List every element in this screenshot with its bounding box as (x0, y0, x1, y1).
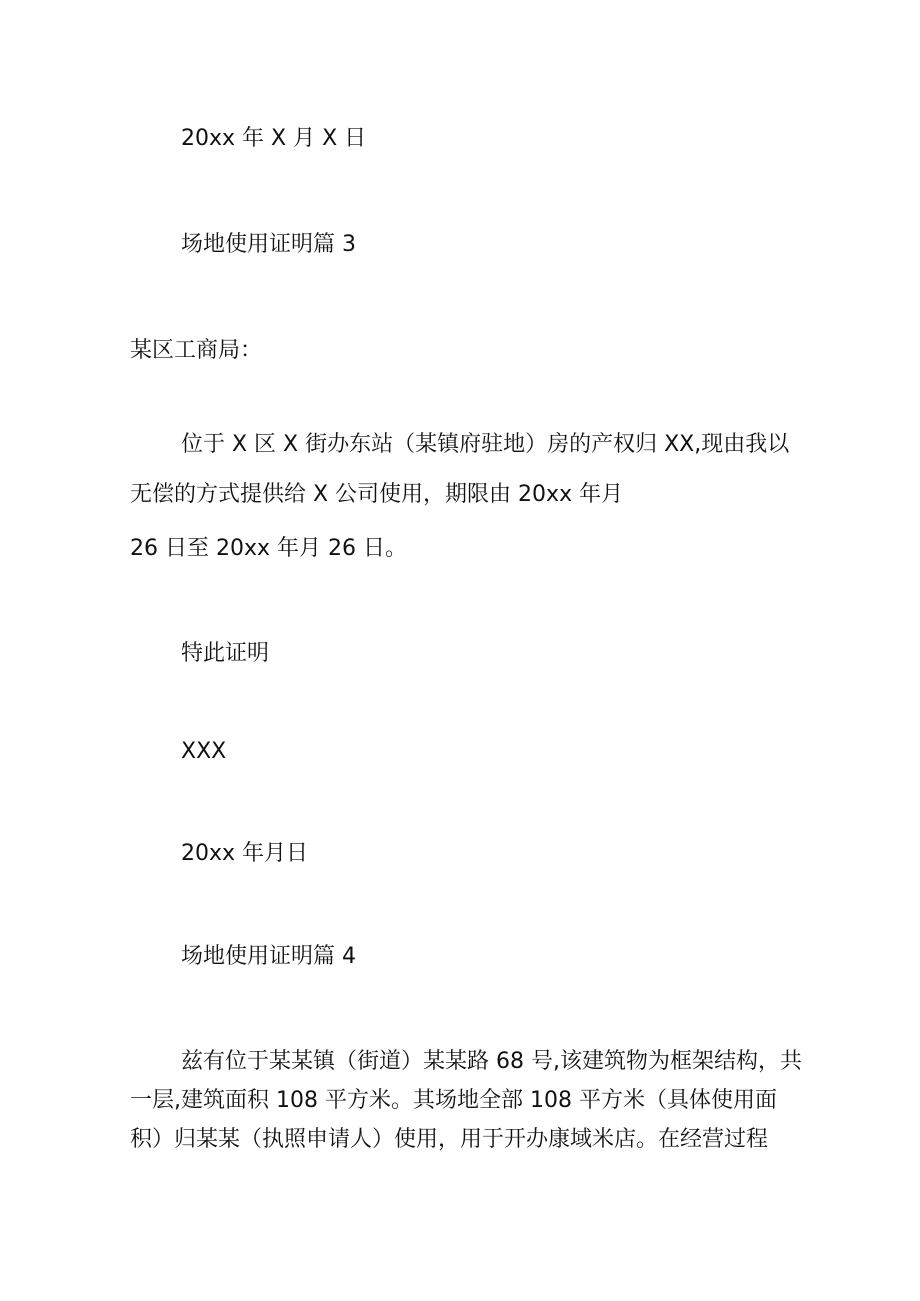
section-heading-3: 场地使用证明篇 3 (181, 232, 356, 257)
paragraph-line-3: 26 日至 20xx 年月 26 日。 (130, 536, 407, 561)
paragraph-line-1: 位于 X 区 X 街办东站（某镇府驻地）房的产权归 XX,现由我以 (181, 432, 790, 457)
paragraph-line-5: 一层,建筑面积 108 平方米。其场地全部 108 平方米（具体使用面 (130, 1088, 777, 1113)
paragraph-line-6: 积）归某某（执照申请人）使用，用于开办康域米店。在经营过程 (130, 1127, 769, 1152)
signature-date: 20xx 年月日 (181, 841, 309, 866)
paragraph-line-4: 兹有位于某某镇（街道）某某路 68 号,该建筑物为框架结构，共 (181, 1049, 802, 1074)
section-heading-4: 场地使用证明篇 4 (181, 944, 356, 969)
addressee: 某区工商局： (130, 338, 263, 363)
certification-text: 特此证明 (181, 641, 270, 666)
date-line: 20xx 年 X 月 X 日 (181, 126, 367, 151)
signature-name: XXX (181, 739, 227, 764)
paragraph-line-2: 无偿的方式提供给 X 公司使用，期限由 20xx 年月 (130, 482, 624, 507)
